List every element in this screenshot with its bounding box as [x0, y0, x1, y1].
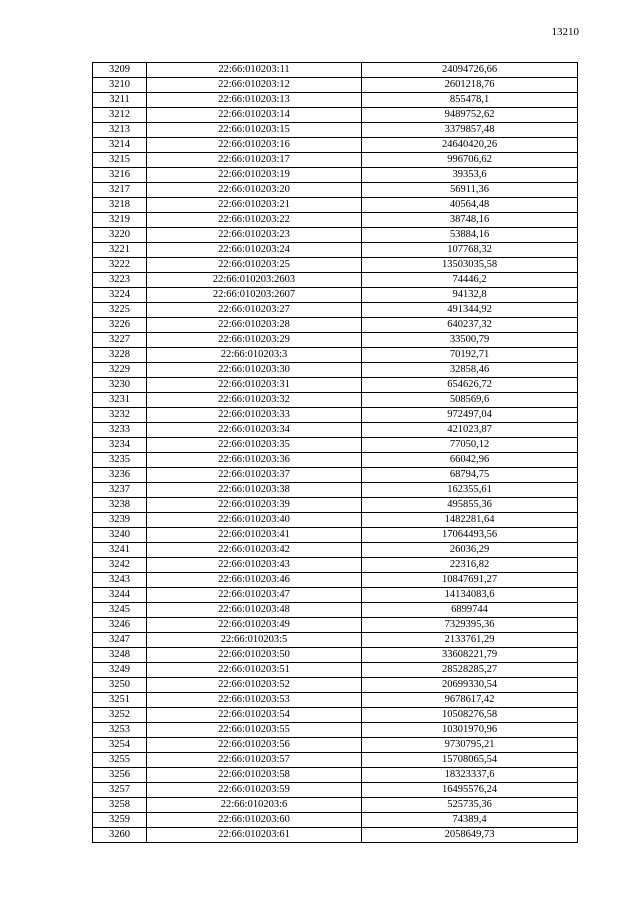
row-number-cell: 3242 [93, 558, 147, 573]
cadastral-number-cell: 22:66:010203:48 [147, 603, 362, 618]
row-number-cell: 3220 [93, 228, 147, 243]
cadastral-number-cell: 22:66:010203:47 [147, 588, 362, 603]
value-cell: 491344,92 [362, 303, 578, 318]
value-cell: 855478,1 [362, 93, 578, 108]
row-number-cell: 3229 [93, 363, 147, 378]
value-cell: 9730795,21 [362, 738, 578, 753]
cadastral-number-cell: 22:66:010203:49 [147, 618, 362, 633]
cadastral-number-cell: 22:66:010203:50 [147, 648, 362, 663]
cadastral-number-cell: 22:66:010203:19 [147, 168, 362, 183]
table-row [93, 753, 578, 768]
cadastral-number-cell: 22:66:010203:42 [147, 543, 362, 558]
row-number-cell: 3231 [93, 393, 147, 408]
value-cell: 38748,16 [362, 213, 578, 228]
value-cell: 22316,82 [362, 558, 578, 573]
cadastral-number-cell: 22:66:010203:41 [147, 528, 362, 543]
table-row [93, 663, 578, 678]
value-cell: 3379857,48 [362, 123, 578, 138]
row-number-cell: 3235 [93, 453, 147, 468]
row-number-cell: 3221 [93, 243, 147, 258]
table-row [93, 768, 578, 783]
table-row [93, 633, 578, 648]
value-cell: 39353,6 [362, 168, 578, 183]
cadastral-number-cell: 22:66:010203:57 [147, 753, 362, 768]
row-number-cell: 3255 [93, 753, 147, 768]
cadastral-number-cell: 22:66:010203:2603 [147, 273, 362, 288]
table-row [93, 303, 578, 318]
row-number-cell: 3251 [93, 693, 147, 708]
cadastral-number-cell: 22:66:010203:15 [147, 123, 362, 138]
table-row [93, 798, 578, 813]
cadastral-number-cell: 22:66:010203:27 [147, 303, 362, 318]
value-cell: 16495576,24 [362, 783, 578, 798]
cadastral-number-cell: 22:66:010203:53 [147, 693, 362, 708]
row-number-cell: 3210 [93, 78, 147, 93]
cadastral-number-cell: 22:66:010203:58 [147, 768, 362, 783]
value-cell: 24640420,26 [362, 138, 578, 153]
table-row [93, 333, 578, 348]
table-row [93, 93, 578, 108]
row-number-cell: 3219 [93, 213, 147, 228]
value-cell: 1482281,64 [362, 513, 578, 528]
row-number-cell: 3223 [93, 273, 147, 288]
cadastral-number-cell: 22:66:010203:43 [147, 558, 362, 573]
row-number-cell: 3257 [93, 783, 147, 798]
row-number-cell: 3233 [93, 423, 147, 438]
value-cell: 2133761,29 [362, 633, 578, 648]
table-row [93, 678, 578, 693]
table-row [93, 588, 578, 603]
value-cell: 13503035,58 [362, 258, 578, 273]
table-row [93, 78, 578, 93]
cadastral-number-cell: 22:66:010203:13 [147, 93, 362, 108]
cadastral-number-cell: 22:66:010203:59 [147, 783, 362, 798]
row-number-cell: 3215 [93, 153, 147, 168]
value-cell: 32858,46 [362, 363, 578, 378]
cadastral-number-cell: 22:66:010203:21 [147, 198, 362, 213]
table-row [93, 393, 578, 408]
cadastral-number-cell: 22:66:010203:46 [147, 573, 362, 588]
row-number-cell: 3249 [93, 663, 147, 678]
value-cell: 508569,6 [362, 393, 578, 408]
row-number-cell: 3224 [93, 288, 147, 303]
row-number-cell: 3239 [93, 513, 147, 528]
row-number-cell: 3254 [93, 738, 147, 753]
table-row [93, 543, 578, 558]
cadastral-number-cell: 22:66:010203:38 [147, 483, 362, 498]
value-cell: 74446,2 [362, 273, 578, 288]
row-number-cell: 3256 [93, 768, 147, 783]
value-cell: 107768,32 [362, 243, 578, 258]
cadastral-number-cell: 22:66:010203:31 [147, 378, 362, 393]
table-row [93, 363, 578, 378]
row-number-cell: 3259 [93, 813, 147, 828]
cadastral-number-cell: 22:66:010203:51 [147, 663, 362, 678]
value-cell: 28528285,27 [362, 663, 578, 678]
value-cell: 17064493,56 [362, 528, 578, 543]
table-row [93, 258, 578, 273]
table-row [93, 438, 578, 453]
cadastral-number-cell: 22:66:010203:5 [147, 633, 362, 648]
cadastral-number-cell: 22:66:010203:23 [147, 228, 362, 243]
row-number-cell: 3218 [93, 198, 147, 213]
value-cell: 94132,8 [362, 288, 578, 303]
value-cell: 495855,36 [362, 498, 578, 513]
table-row [93, 573, 578, 588]
value-cell: 421023,87 [362, 423, 578, 438]
cadastral-number-cell: 22:66:010203:17 [147, 153, 362, 168]
table-row [93, 153, 578, 168]
cadastral-number-cell: 22:66:010203:32 [147, 393, 362, 408]
table-row [93, 453, 578, 468]
value-cell: 10847691,27 [362, 573, 578, 588]
row-number-cell: 3216 [93, 168, 147, 183]
value-cell: 525735,36 [362, 798, 578, 813]
row-number-cell: 3260 [93, 828, 147, 843]
cadastral-number-cell: 22:66:010203:20 [147, 183, 362, 198]
row-number-cell: 3253 [93, 723, 147, 738]
value-cell: 10301970,96 [362, 723, 578, 738]
row-number-cell: 3250 [93, 678, 147, 693]
table-row [93, 828, 578, 843]
table-row [93, 348, 578, 363]
value-cell: 10508276,58 [362, 708, 578, 723]
cadastral-number-cell: 22:66:010203:39 [147, 498, 362, 513]
value-cell: 26036,29 [362, 543, 578, 558]
cadastral-number-cell: 22:66:010203:55 [147, 723, 362, 738]
row-number-cell: 3209 [93, 63, 147, 78]
row-number-cell: 3232 [93, 408, 147, 423]
cadastral-number-cell: 22:66:010203:35 [147, 438, 362, 453]
table-row [93, 558, 578, 573]
table-row [93, 318, 578, 333]
value-cell: 9489752,62 [362, 108, 578, 123]
value-cell: 15708065,54 [362, 753, 578, 768]
value-cell: 6899744 [362, 603, 578, 618]
cadastral-number-cell: 22:66:010203:6 [147, 798, 362, 813]
row-number-cell: 3211 [93, 93, 147, 108]
table-row [93, 63, 578, 78]
table-row [93, 738, 578, 753]
cadastral-number-cell: 22:66:010203:60 [147, 813, 362, 828]
table-row [93, 213, 578, 228]
table-row [93, 168, 578, 183]
value-cell: 2058649,73 [362, 828, 578, 843]
value-cell: 77050,12 [362, 438, 578, 453]
row-number-cell: 3240 [93, 528, 147, 543]
table-row [93, 408, 578, 423]
row-number-cell: 3243 [93, 573, 147, 588]
cadastral-number-cell: 22:66:010203:54 [147, 708, 362, 723]
cadastral-number-cell: 22:66:010203:22 [147, 213, 362, 228]
row-number-cell: 3213 [93, 123, 147, 138]
table-row [93, 123, 578, 138]
row-number-cell: 3236 [93, 468, 147, 483]
row-number-cell: 3234 [93, 438, 147, 453]
value-cell: 74389,4 [362, 813, 578, 828]
table-row [93, 528, 578, 543]
value-cell: 9678617,42 [362, 693, 578, 708]
table-row [93, 378, 578, 393]
table-row [93, 693, 578, 708]
value-cell: 162355,61 [362, 483, 578, 498]
cadastral-number-cell: 22:66:010203:30 [147, 363, 362, 378]
value-cell: 18323337,6 [362, 768, 578, 783]
cadastral-number-cell: 22:66:010203:56 [147, 738, 362, 753]
row-number-cell: 3227 [93, 333, 147, 348]
table-row [93, 198, 578, 213]
table-row [93, 708, 578, 723]
value-cell: 996706,62 [362, 153, 578, 168]
table-row [93, 648, 578, 663]
cadastral-number-cell: 22:66:010203:12 [147, 78, 362, 93]
value-cell: 640237,32 [362, 318, 578, 333]
value-cell: 33500,79 [362, 333, 578, 348]
page-number: 13210 [551, 26, 579, 38]
row-number-cell: 3246 [93, 618, 147, 633]
value-cell: 20699330,54 [362, 678, 578, 693]
row-number-cell: 3212 [93, 108, 147, 123]
cadastral-number-cell: 22:66:010203:24 [147, 243, 362, 258]
row-number-cell: 3258 [93, 798, 147, 813]
table-row [93, 423, 578, 438]
table-body [93, 63, 578, 843]
row-number-cell: 3217 [93, 183, 147, 198]
table-row [93, 813, 578, 828]
value-cell: 33608221,79 [362, 648, 578, 663]
cadastral-number-cell: 22:66:010203:3 [147, 348, 362, 363]
table-row [93, 468, 578, 483]
row-number-cell: 3214 [93, 138, 147, 153]
row-number-cell: 3238 [93, 498, 147, 513]
row-number-cell: 3247 [93, 633, 147, 648]
row-number-cell: 3245 [93, 603, 147, 618]
cadastral-number-cell: 22:66:010203:29 [147, 333, 362, 348]
row-number-cell: 3228 [93, 348, 147, 363]
cadastral-number-cell: 22:66:010203:36 [147, 453, 362, 468]
row-number-cell: 3252 [93, 708, 147, 723]
table-row [93, 783, 578, 798]
table-row [93, 618, 578, 633]
value-cell: 53884,16 [362, 228, 578, 243]
row-number-cell: 3241 [93, 543, 147, 558]
value-cell: 14134083,6 [362, 588, 578, 603]
table-row [93, 108, 578, 123]
table-row [93, 243, 578, 258]
value-cell: 56911,36 [362, 183, 578, 198]
value-cell: 654626,72 [362, 378, 578, 393]
value-cell: 68794,75 [362, 468, 578, 483]
cadastral-number-cell: 22:66:010203:61 [147, 828, 362, 843]
value-cell: 2601218,76 [362, 78, 578, 93]
table-row [93, 483, 578, 498]
cadastral-number-cell: 22:66:010203:16 [147, 138, 362, 153]
row-number-cell: 3225 [93, 303, 147, 318]
table-row [93, 603, 578, 618]
cadastral-number-cell: 22:66:010203:28 [147, 318, 362, 333]
data-table [92, 62, 578, 843]
cadastral-number-cell: 22:66:010203:34 [147, 423, 362, 438]
table-row [93, 513, 578, 528]
row-number-cell: 3237 [93, 483, 147, 498]
row-number-cell: 3244 [93, 588, 147, 603]
cadastral-number-cell: 22:66:010203:33 [147, 408, 362, 423]
value-cell: 7329395,36 [362, 618, 578, 633]
cadastral-number-cell: 22:66:010203:2607 [147, 288, 362, 303]
cadastral-number-cell: 22:66:010203:11 [147, 63, 362, 78]
cadastral-number-cell: 22:66:010203:25 [147, 258, 362, 273]
table-row [93, 288, 578, 303]
row-number-cell: 3248 [93, 648, 147, 663]
cadastral-number-cell: 22:66:010203:37 [147, 468, 362, 483]
cadastral-number-cell: 22:66:010203:40 [147, 513, 362, 528]
value-cell: 40564,48 [362, 198, 578, 213]
cadastral-number-cell: 22:66:010203:52 [147, 678, 362, 693]
row-number-cell: 3222 [93, 258, 147, 273]
row-number-cell: 3230 [93, 378, 147, 393]
cadastral-number-cell: 22:66:010203:14 [147, 108, 362, 123]
value-cell: 70192,71 [362, 348, 578, 363]
value-cell: 24094726,66 [362, 63, 578, 78]
table-row [93, 228, 578, 243]
table-row [93, 138, 578, 153]
table-row [93, 273, 578, 288]
table-row [93, 723, 578, 738]
value-cell: 66042,96 [362, 453, 578, 468]
row-number-cell: 3226 [93, 318, 147, 333]
table-row [93, 498, 578, 513]
value-cell: 972497,04 [362, 408, 578, 423]
table-row [93, 183, 578, 198]
